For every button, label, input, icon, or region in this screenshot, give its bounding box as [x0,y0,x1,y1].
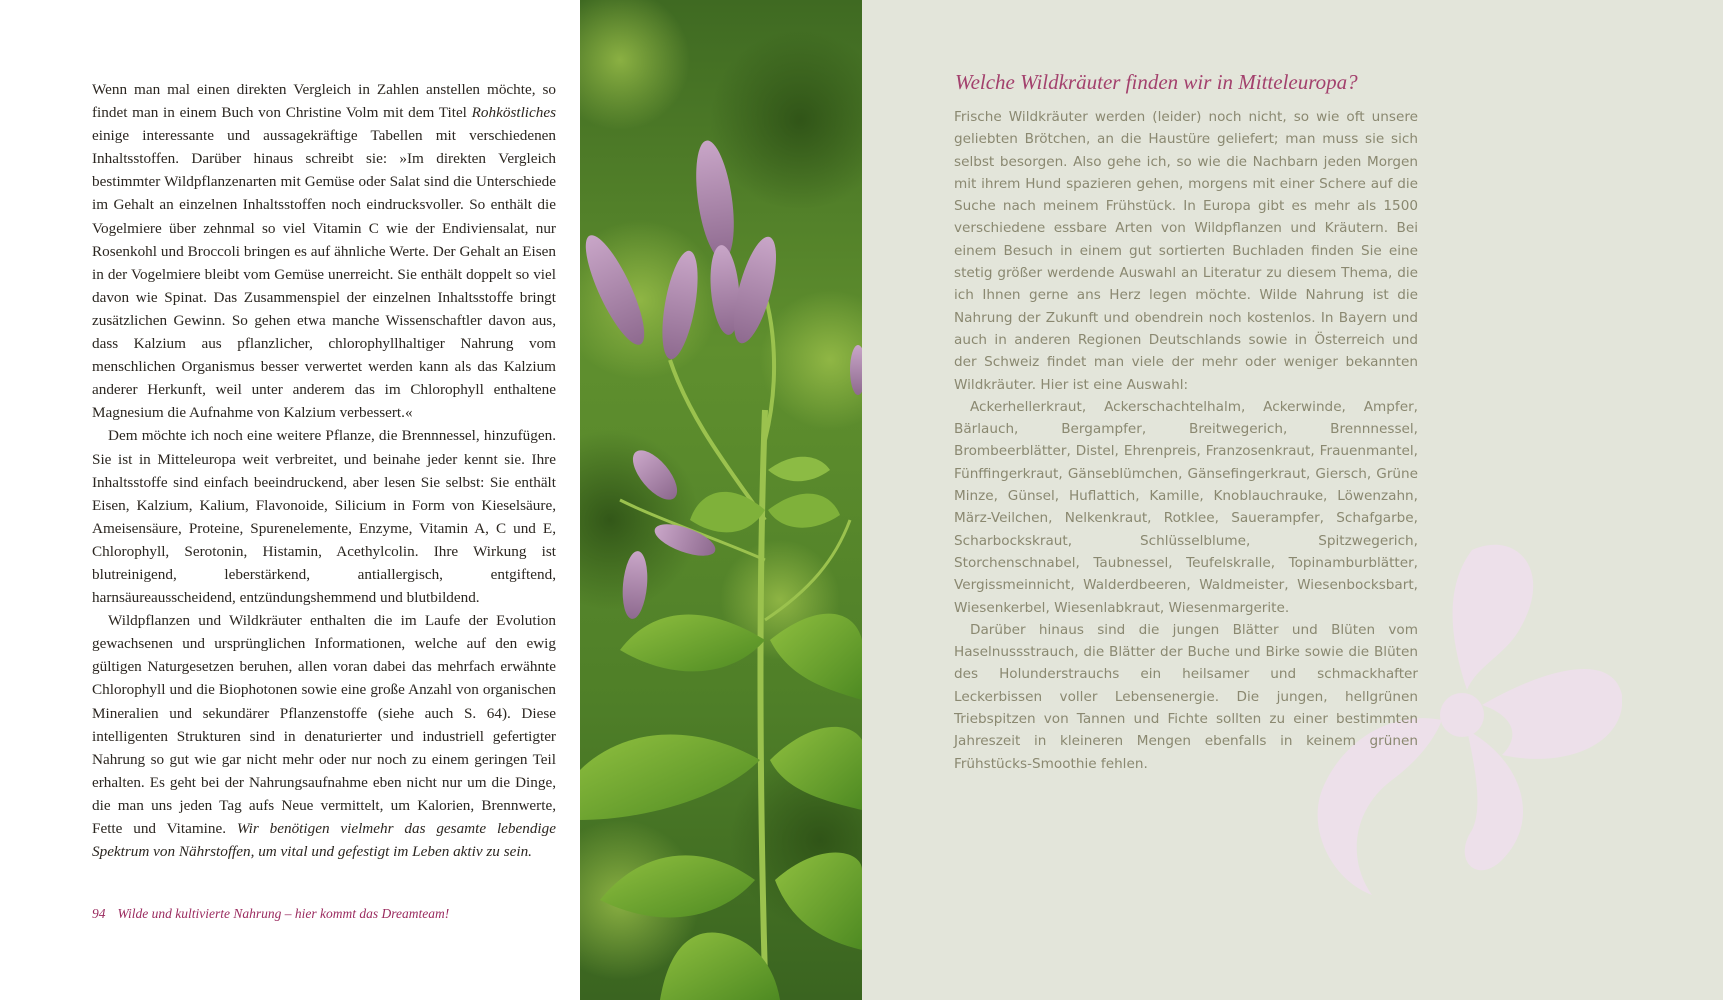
closing-paragraph: Darüber hinaus sind die jungen Blätter und Blüten vom Haselnussstrauch, die Blätter der Buche und Birke sowie die Blüten des Holunderstrauchs ein heilsamer und schmackhafter Leckerbissen voller Lebensenergie. Die jungen, hellgrünen Triebspitzen von Tannen und Fichte sollten zu einer bestimmten Jahreszeit in kleineren Mengen ebenfalls in keinem grünen Frühstücks-Smoothie fehlen. [954,621,1418,772]
italic-text: Rohköstliches [471,104,556,122]
mint-plant-photo [580,0,862,1000]
italic-text: Wir benötigen vielmehr das gesamte lebendige Spektrum von Nährstoffen, um vital und gefestigt im Leben aktiv zu sein. [92,820,556,861]
right-page [862,0,1723,1000]
herb-list-paragraph: Ackerhellerkraut, Ackerschachtelhalm, Ackerwinde, Ampfer, Bärlauch, Bergampfer, Breitwegerich, Brennnessel, Brombeerblätter, Distel, Ehrenpreis, Franzosenkraut, Frauenmantel, Fünffingerkraut, Gänseblümchen, Gänsefingerkraut, Giersch, Grüne Minze, Günsel, Huflattich, Kamille, Knoblauchrauke, Löwenzahn, März-Veilchen, Nelkenkraut, Rotklee, Sauerampfer, Schafgarbe, Scharbockskraut, Schlüsselblume, Spitzwegerich, Storchenschnabel, Taubnessel, Teufelskralle, Topinamburblätter, Vergissmeinnicht, Walderdbeeren, Waldmeister, Wiesenbocksbart, Wiesenkerbel, Wiesenlabkraut, Wiesenmargerite. [954,398,1418,616]
page-number: 94 [92,906,106,921]
text-run: einige interessante und aussagekräftige Tabellen mit verschiedenen Inhaltsstoffen. Darüber hinaus schreibt sie: »Im direkten Vergleich bestimmter Wildpflanzenarten mit Gemüse oder Salat sind die Unterschiede im Gehalt an einzelnen Inhaltsstoffen noch eindrucksvoller. So enthält die Vogelmiere über zehnmal so viel Vitamin C wie der Endiviensalat, nur Rosenkohl und Broccoli bringen es auf ähnliche Werte. Der Gehalt an Eisen in der Vogelmiere bleibt vom Gemüse unerreicht. Sie enthält doppelt so viel davon wie Spinat. Das Zusammenspiel der einzelnen Inhaltsstoffe bringt zusätzlichen Gewinn. So gehen etwa manche Wissenschaftler davon aus, dass Kalzium aus pflanzlicher, chlorophyllhaltiger Nahrung vom menschlichen Organismus besser verwertet werden kann als das Kalzium anderer Herkunft, weil unter anderem das im Chlorophyll enthaltene Magnesium die Aufnahme von Kalzium verbessert.« [92,127,556,422]
text-run: Wenn man mal einen direkten Vergleich in Zahlen anstellen möchte, so findet man in einem Buch von Christine Volm mit dem Titel [92,81,556,122]
page-footer [92,906,562,922]
section-title: Welche Wildkräuter finden wir in Mitteleuropa? [955,70,1358,94]
body-paragraph [92,78,556,424]
body-paragraph [92,609,556,863]
running-title: Wilde und kultivierte Nahrung – hier kommt das Dreamteam! [117,906,450,921]
text-run: Dem möchte ich noch eine weitere Pflanze, die Brennnessel, hinzufügen. Sie ist in Mitteleuropa weit verbreitet, und beinahe jeder kennt sie. Ihre Inhaltsstoffe sind einfach beeindruckend, aber lesen Sie selbst: Sie enthält Eisen, Kalzium, Kalium, Flavonoide, Silicium in Form von Kieselsäure, Ameisensäure, Proteine, Spurenelemente, Enzyme, Vitamin A, C und E, Chlorophyll, Serotonin, Histamin, Acethylcolin. Ihre Wirkung ist blutreinigend, leberstärkend, antiallergisch, entgiftend, harnsäureausscheidend, entzündungshemmend und blutbildend. [92,427,556,607]
right-body-text [954,106,1418,775]
left-page [0,0,580,1000]
intro-paragraph: Frische Wildkräuter werden (leider) noch nicht, so wie oft unsere geliebten Brötchen, an die Haustüre geliefert; man muss sie sich selbst besorgen. Also gehe ich, so wie die Nachbarn jeden Morgen mit ihrem Hund spazieren gehen, morgens mit einer Schere auf die Suche nach meinem Frühstück. In Europa gibt es mehr als 1500 verschiedene essbare Arten von Wildpflanzen und Kräutern. Bei einem Besuch in einem gut sortierten Buchladen finden Sie eine stetig größer werdende Auswahl an Literatur zu diesem Thema, die ich Ihnen gerne ans Herz legen möchte. Wilde Nahrung ist die Nahrung der Zukunft und obendrein noch kostenlos. In Bayern und auch in anderen Regionen Deutschlands sowie in Österreich und der Schweiz findet man viele der mehr oder weniger bekannten Wildkräuter. Hier ist eine Auswahl: [954,109,1418,393]
left-body-text [92,78,556,863]
body-paragraph [92,424,556,609]
text-run: Wildpflanzen und Wildkräuter enthalten die im Laufe der Evolution gewachsenen und ursprünglichen Informationen, welche auf den ewig gültigen Naturgesetzen beruhen, allen voran dabei das mehrfach erwähnte Chlorophyll und die Biophotonen sowie eine große Anzahl von organischen Mineralien und sekundärer Pflanzenstoffe (siehe auch S. 64). Diese intelligenten Strukturen sind in denaturierter und industriell gefertigter Nahrung so gut wie gar nicht mehr oder nur noch zu einem geringen Teil erhalten. Es geht bei der Nahrungsaufnahme eben nicht nur um die Dinge, die man uns jeden Tag aufs Neue vermittelt, um Kalorien, Brennwerte, Fette und Vitamine. [92,612,556,837]
